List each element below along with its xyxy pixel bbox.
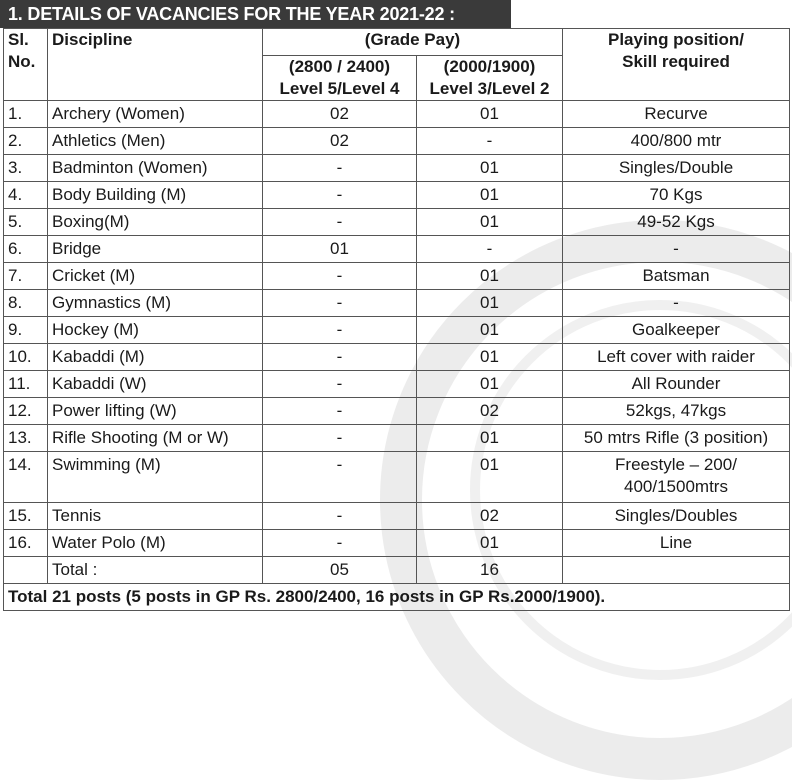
header-level-a-line1: (2800 / 2400): [288, 57, 391, 76]
cell-sl: 5.: [4, 209, 48, 236]
cell-sl: 13.: [4, 425, 48, 452]
cell-position: Left cover with raider: [563, 344, 790, 371]
cell-discipline: Rifle Shooting (M or W): [48, 425, 263, 452]
cell-level-a: -: [263, 398, 417, 425]
cell-discipline: Athletics (Men): [48, 128, 263, 155]
cell-level-a: -: [263, 317, 417, 344]
cell-position: 50 mtrs Rifle (3 position): [563, 425, 790, 452]
cell-position: 49-52 Kgs: [563, 209, 790, 236]
header-grade-pay: (Grade Pay): [263, 29, 563, 56]
cell-discipline: Tennis: [48, 503, 263, 530]
cell-sl: 10.: [4, 344, 48, 371]
cell-sl: 6.: [4, 236, 48, 263]
table-row: [4, 344, 790, 371]
cell-position: 400/800 mtr: [563, 128, 790, 155]
cell-level-a: -: [263, 503, 417, 530]
cell-discipline: Hockey (M): [48, 317, 263, 344]
cell-level-a: -: [263, 530, 417, 557]
cell-level-b: -: [417, 128, 563, 155]
header-row-1: [4, 29, 790, 56]
cell-discipline: Kabaddi (W): [48, 371, 263, 398]
cell-level-b: 02: [417, 503, 563, 530]
cell-level-b: 01: [417, 182, 563, 209]
cell-level-a: -: [263, 452, 417, 503]
cell-sl: 8.: [4, 290, 48, 317]
cell-level-b: 01: [417, 371, 563, 398]
cell-sl: 2.: [4, 128, 48, 155]
cell-position: All Rounder: [563, 371, 790, 398]
header-discipline: Discipline: [48, 29, 263, 101]
table-row: [4, 182, 790, 209]
cell-sl: 14.: [4, 452, 48, 503]
cell-sl: 16.: [4, 530, 48, 557]
cell-discipline: Water Polo (M): [48, 530, 263, 557]
table-row: [4, 263, 790, 290]
table-row: [4, 128, 790, 155]
header-level-a-line2: Level 5/Level 4: [279, 79, 400, 98]
cell-position: 52kgs, 47kgs: [563, 398, 790, 425]
cell-sl: 7.: [4, 263, 48, 290]
cell-discipline: Gymnastics (M): [48, 290, 263, 317]
cell-level-a: 02: [263, 128, 417, 155]
cell-position: Singles/Doubles: [563, 503, 790, 530]
table-row: [4, 398, 790, 425]
header-level-b: [417, 56, 563, 101]
table-row: [4, 236, 790, 263]
header-position: [563, 29, 790, 101]
cell-level-b: 02: [417, 398, 563, 425]
summary-row: [4, 584, 790, 611]
cell-level-b: 01: [417, 452, 563, 503]
cell-position: Batsman: [563, 263, 790, 290]
header-position-line1: Playing position/: [607, 30, 744, 49]
cell-position: Singles/Double: [563, 155, 790, 182]
cell-level-a: -: [263, 182, 417, 209]
header-position-line2: Skill required: [622, 52, 730, 71]
cell-sl: 4.: [4, 182, 48, 209]
table-row: [4, 290, 790, 317]
cell-level-a: -: [263, 209, 417, 236]
cell-sl: 11.: [4, 371, 48, 398]
table-row: [4, 371, 790, 398]
cell-discipline: Power lifting (W): [48, 398, 263, 425]
vacancies-table: [3, 28, 790, 611]
cell-sl: 15.: [4, 503, 48, 530]
cell-position: Goalkeeper: [563, 317, 790, 344]
cell-discipline: Kabaddi (M): [48, 344, 263, 371]
cell-discipline: Swimming (M): [48, 452, 263, 503]
total-label: Total :: [48, 557, 263, 584]
cell-level-b: 01: [417, 101, 563, 128]
cell-level-a: 01: [263, 236, 417, 263]
header-level-a: [263, 56, 417, 101]
cell-level-a: -: [263, 371, 417, 398]
table-row: [4, 452, 790, 503]
cell-position: -: [563, 236, 790, 263]
cell-level-b: 01: [417, 344, 563, 371]
cell-discipline: Bridge: [48, 236, 263, 263]
header-sl: [4, 29, 48, 101]
header-sl-line2: No.: [8, 52, 36, 71]
total-level-a: 05: [263, 557, 417, 584]
cell-position-empty: [563, 557, 790, 584]
header-sl-line1: Sl.: [8, 30, 29, 49]
cell-level-b: 01: [417, 425, 563, 452]
cell-level-a: -: [263, 425, 417, 452]
cell-position: -: [563, 290, 790, 317]
cell-level-a: -: [263, 155, 417, 182]
cell-level-a: -: [263, 263, 417, 290]
header-level-b-line2: Level 3/Level 2: [429, 79, 550, 98]
table-row: [4, 530, 790, 557]
cell-sl-empty: [4, 557, 48, 584]
cell-discipline: Cricket (M): [48, 263, 263, 290]
table-row: [4, 101, 790, 128]
header-level-b-line1: (2000/1900): [443, 57, 536, 76]
cell-level-b: 01: [417, 263, 563, 290]
cell-level-b: 01: [417, 155, 563, 182]
table-row: [4, 317, 790, 344]
cell-discipline: Body Building (M): [48, 182, 263, 209]
cell-level-b: 01: [417, 530, 563, 557]
cell-level-a: 02: [263, 101, 417, 128]
cell-discipline: Boxing(M): [48, 209, 263, 236]
cell-sl: 1.: [4, 101, 48, 128]
table-row: [4, 503, 790, 530]
cell-position: Recurve: [563, 101, 790, 128]
cell-position: Line: [563, 530, 790, 557]
cell-level-b: 01: [417, 290, 563, 317]
cell-position: [563, 452, 790, 503]
cell-level-a: -: [263, 344, 417, 371]
table-row: [4, 209, 790, 236]
cell-level-b: -: [417, 236, 563, 263]
table-row: [4, 155, 790, 182]
cell-level-a: -: [263, 290, 417, 317]
cell-level-b: 01: [417, 317, 563, 344]
cell-sl: 3.: [4, 155, 48, 182]
cell-position-line1: Freestyle – 200/: [615, 455, 737, 474]
total-level-b: 16: [417, 557, 563, 584]
summary-text: Total 21 posts (5 posts in GP Rs. 2800/2400, 16 posts in GP Rs.2000/1900).: [4, 584, 790, 611]
total-row: [4, 557, 790, 584]
cell-discipline: Archery (Women): [48, 101, 263, 128]
cell-discipline: Badminton (Women): [48, 155, 263, 182]
cell-position-line2: 400/1500mtrs: [624, 477, 728, 496]
cell-sl: 9.: [4, 317, 48, 344]
cell-position: 70 Kgs: [563, 182, 790, 209]
table-row: [4, 425, 790, 452]
cell-sl: 12.: [4, 398, 48, 425]
section-title: 1. DETAILS OF VACANCIES FOR THE YEAR 2021-22 :: [0, 0, 511, 28]
cell-level-b: 01: [417, 209, 563, 236]
